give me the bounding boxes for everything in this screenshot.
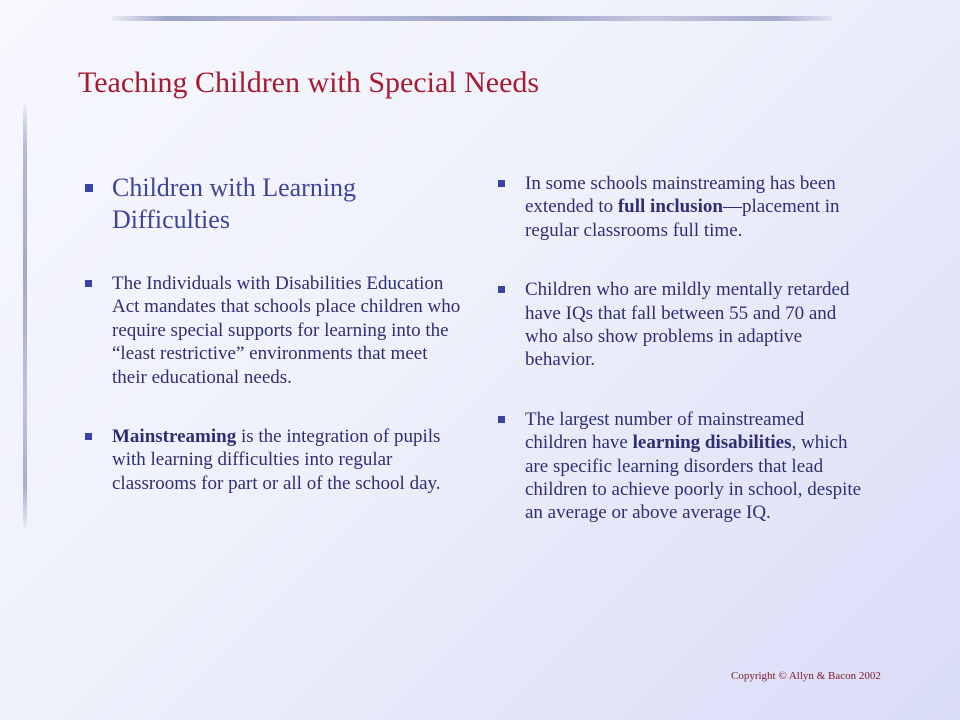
- heading-bullet: [85, 172, 465, 236]
- copyright-notice: Copyright © Allyn & Bacon 2002: [731, 670, 881, 682]
- left-decorative-rule: [23, 105, 27, 527]
- right-column: [498, 172, 863, 525]
- list-item: [85, 272, 465, 389]
- square-bullet-icon: [498, 416, 505, 423]
- bullet-text: [525, 408, 863, 525]
- bullet-text-rest: is the integration of pupils with learning difficulties into regular classrooms for part or all of the school day.: [112, 426, 441, 494]
- top-decorative-rule: [112, 16, 832, 21]
- left-column: [85, 172, 465, 495]
- square-bullet-icon: [498, 180, 505, 187]
- bullet-text: [525, 172, 863, 242]
- square-bullet-icon: [85, 280, 92, 287]
- square-bullet-icon: [85, 433, 92, 440]
- list-item: [498, 172, 863, 242]
- bullet-text: [112, 425, 465, 495]
- list-item: [85, 425, 465, 495]
- term-learning-disabilities: learning disabilities: [632, 432, 792, 454]
- slide-title: Teaching Children with Special Needs: [78, 66, 540, 99]
- bullet-text: Children who are mildly mentally retarded have IQs that fall between 55 and 70 and who also show problems in adaptive behavior.: [525, 279, 850, 371]
- bullet-text-before: The largest number of mainstreamed children have: [525, 408, 805, 454]
- heading-text: Children with Learning Difficulties: [112, 173, 357, 234]
- bullet-text-after: —placement in regular classrooms full time.: [525, 196, 840, 241]
- term-mainstreaming: Mainstreaming: [112, 426, 237, 448]
- list-item: [498, 278, 863, 372]
- bullet-text-after: , which are specific learning disorders that lead children to achieve poorly in school, despite an average or above average IQ.: [525, 432, 862, 524]
- square-bullet-icon: [498, 286, 505, 293]
- bullet-text: The Individuals with Disabilities Education Act mandates that schools place children who require special supports for learning into the “least restrictive” environments that meet their educational needs.: [112, 273, 461, 388]
- term-full-inclusion: full inclusion: [617, 196, 723, 218]
- list-item: [498, 408, 863, 525]
- square-bullet-icon: [85, 184, 93, 192]
- bullet-text-before: In some schools mainstreaming has been extended to: [525, 173, 836, 218]
